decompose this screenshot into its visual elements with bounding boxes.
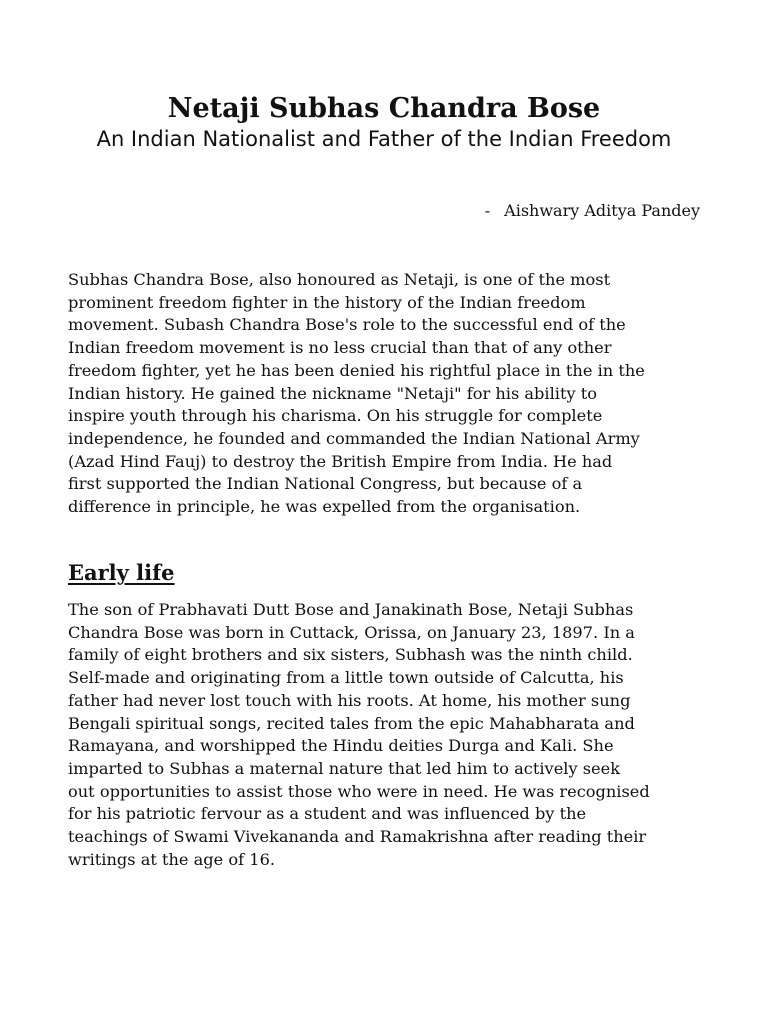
paragraph-line: first supported the Indian National Congress, but because of a	[68, 474, 583, 494]
paragraph-line: Indian freedom movement is no less crucial than that of any other	[68, 338, 612, 358]
paragraph-line: teachings of Swami Vivekananda and Ramakrishna after reading their	[68, 827, 647, 847]
paragraph-line: Bengali spiritual songs, recited tales from the epic Mahabharata and	[68, 713, 635, 733]
paragraph-line: difference in principle, he was expelled from the organisation.	[68, 497, 581, 517]
paragraph-line: freedom fighter, yet he has been denied his rightful place in the in the	[68, 360, 645, 380]
paragraph-line: The son of Prabhavati Dutt Bose and Janakinath Bose, Netaji Subhas	[68, 600, 634, 619]
paragraph-line: Self-made and originating from a little town outside of Calcutta, his	[68, 668, 624, 688]
page-title: Netaji Subhas Chandra Bose	[167, 93, 601, 124]
paragraph-line: movement. Subash Chandra Bose's role to the successful end of the	[68, 315, 626, 335]
paragraph-line: writings at the age of 16.	[68, 849, 276, 869]
author-dash: -	[484, 201, 491, 220]
paragraph-line: for his patriotic fervour as a student and was influenced by the	[68, 804, 587, 824]
intro-paragraph	[68, 269, 708, 519]
paragraph-line: Subhas Chandra Bose, also honoured as Netaji, is one of the most	[68, 270, 611, 289]
paragraph-line: family of eight brothers and six sisters, Subhash was the ninth child.	[68, 645, 633, 665]
paragraph-line: Chandra Bose was born in Cuttack, Orissa, on January 23, 1897. In a	[68, 622, 635, 642]
section-heading-early-life: Early life	[68, 560, 175, 585]
author-line	[485, 200, 700, 222]
paragraph-line: imparted to Subhas a maternal nature that led him to actively seek	[68, 758, 621, 778]
paragraph-line: inspire youth through his charisma. On his struggle for complete	[68, 406, 603, 426]
paragraph-line: prominent freedom fighter in the history of the Indian freedom	[68, 292, 586, 312]
paragraph-line: (Azad Hind Fauj) to destroy the British Empire from India. He had	[68, 451, 613, 471]
paragraph-line: father had never lost touch with his roots. At home, his mother sung	[68, 690, 631, 710]
early-life-paragraph	[68, 599, 708, 871]
paragraph-line: Ramayana, and worshipped the Hindu deities Durga and Kali. She	[68, 736, 614, 756]
paragraph-line: Indian history. He gained the nickname "Netaji" for his ability to	[68, 383, 597, 403]
author-name: Aishwary Aditya Pandey	[504, 201, 700, 220]
page-subtitle: An Indian Nationalist and Father of the Indian Freedom	[96, 127, 672, 151]
paragraph-line: out opportunities to assist those who were in need. He was recognised	[68, 781, 650, 801]
paragraph-line: independence, he founded and commanded the Indian National Army	[68, 428, 640, 448]
